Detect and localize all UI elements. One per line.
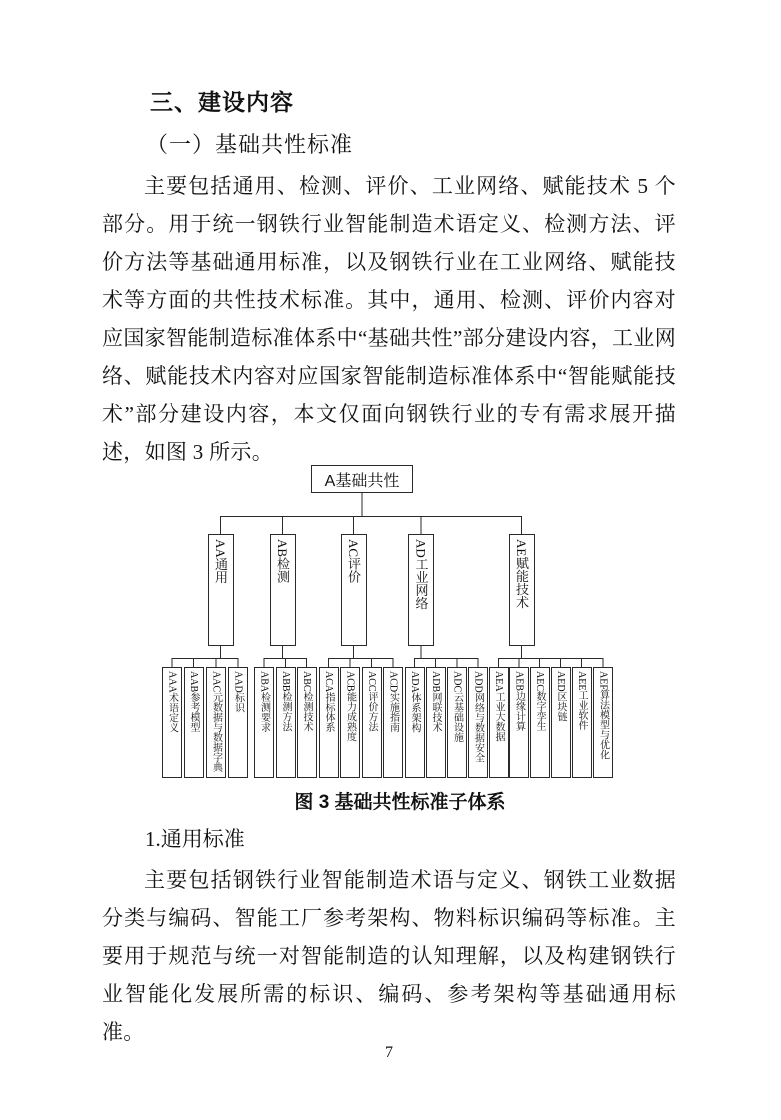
- diagram-leaf-acb: ACB能力成熟度: [340, 667, 360, 778]
- diagram-leaf-aab: AAB参考模型: [184, 667, 204, 778]
- diagram-leaf-aee: AEE工业软件: [572, 667, 592, 778]
- diagram-leaf-aba: ABA检测要求: [254, 667, 274, 778]
- body-paragraph-2: 主要包括钢铁行业智能制造术语与定义、钢铁工业数据分类与编码、智能工厂参考架构、物料标识编码等标准。主要用于规范与统一对智能制造的认知理解，以及构建钢铁行业智能化发展所需的标识、编码、参考架构等基础通用标准。: [102, 868, 676, 1044]
- diagram-leaf-aef: AEF算法模型与优化: [593, 667, 613, 778]
- page-number: 7: [385, 1044, 393, 1061]
- body-paragraph-1: 主要包括通用、检测、评价、工业网络、赋能技术 5 个部分。用于统一钢铁行业智能制造术语定义、检测方法、评价方法等基础通用标准，以及钢铁行业在工业网络、赋能技术等方面的共性技术标准。其中，通用、检测、评价内容对应国家智能制造标准体系中“基础共性”部分建设内容，工业网络、赋能技术内容对应国家智能制造标准体系中“智能赋能技术”部分建设内容，本文仅面向钢铁行业的专有需求展开描述，如图 3 所示。: [102, 174, 676, 464]
- diagram-leaf-aaa: AAA术语定义: [162, 667, 182, 778]
- diagram-leaf-adc: ADC云基础设施: [447, 667, 467, 778]
- diagram-leaf-acd: ACD实施指南: [383, 667, 403, 778]
- diagram-leaf-aad: AAD标识: [228, 667, 248, 778]
- diagram-leaf-abb: ABB检测方法: [276, 667, 296, 778]
- diagram-leaf-ada: ADA体系架构: [405, 667, 425, 778]
- diagram-leaf-abc: ABC检测技术: [297, 667, 317, 778]
- diagram-leaf-aeb: AEB边缘计算: [509, 667, 529, 778]
- diagram-leaf-adb: ADB网联技术: [426, 667, 446, 778]
- section-heading: 三、建设内容: [150, 89, 294, 115]
- figure-standards-tree: [0, 460, 781, 790]
- diagram-leaf-aed: AED区块链: [551, 667, 571, 778]
- diagram-node-aa: AA通用: [208, 534, 234, 646]
- figure-caption: 图 3 基础共性标准子体系: [294, 792, 506, 813]
- diagram-leaf-aea: AEA工业大数据: [489, 667, 509, 778]
- diagram-leaf-aec: AEC数字孪生: [530, 667, 550, 778]
- diagram-node-ab: AB检测: [270, 534, 296, 646]
- list-heading: 1.通用标准: [145, 827, 245, 851]
- diagram-root-node: A基础共性: [311, 465, 413, 493]
- diagram-leaf-aac: AAC元数据与数据字典: [206, 667, 226, 778]
- diagram-node-ac: AC评价: [341, 534, 367, 646]
- diagram-leaf-aca: ACA指标体系: [319, 667, 339, 778]
- diagram-leaf-add: ADD网络与数据安全: [468, 667, 488, 778]
- diagram-leaf-acc: ACC评价方法: [362, 667, 382, 778]
- diagram-node-ae: AE赋能技术: [509, 534, 535, 646]
- diagram-node-ad: AD工业网络: [408, 534, 434, 646]
- subsection-heading: （一）基础共性标准: [146, 132, 354, 157]
